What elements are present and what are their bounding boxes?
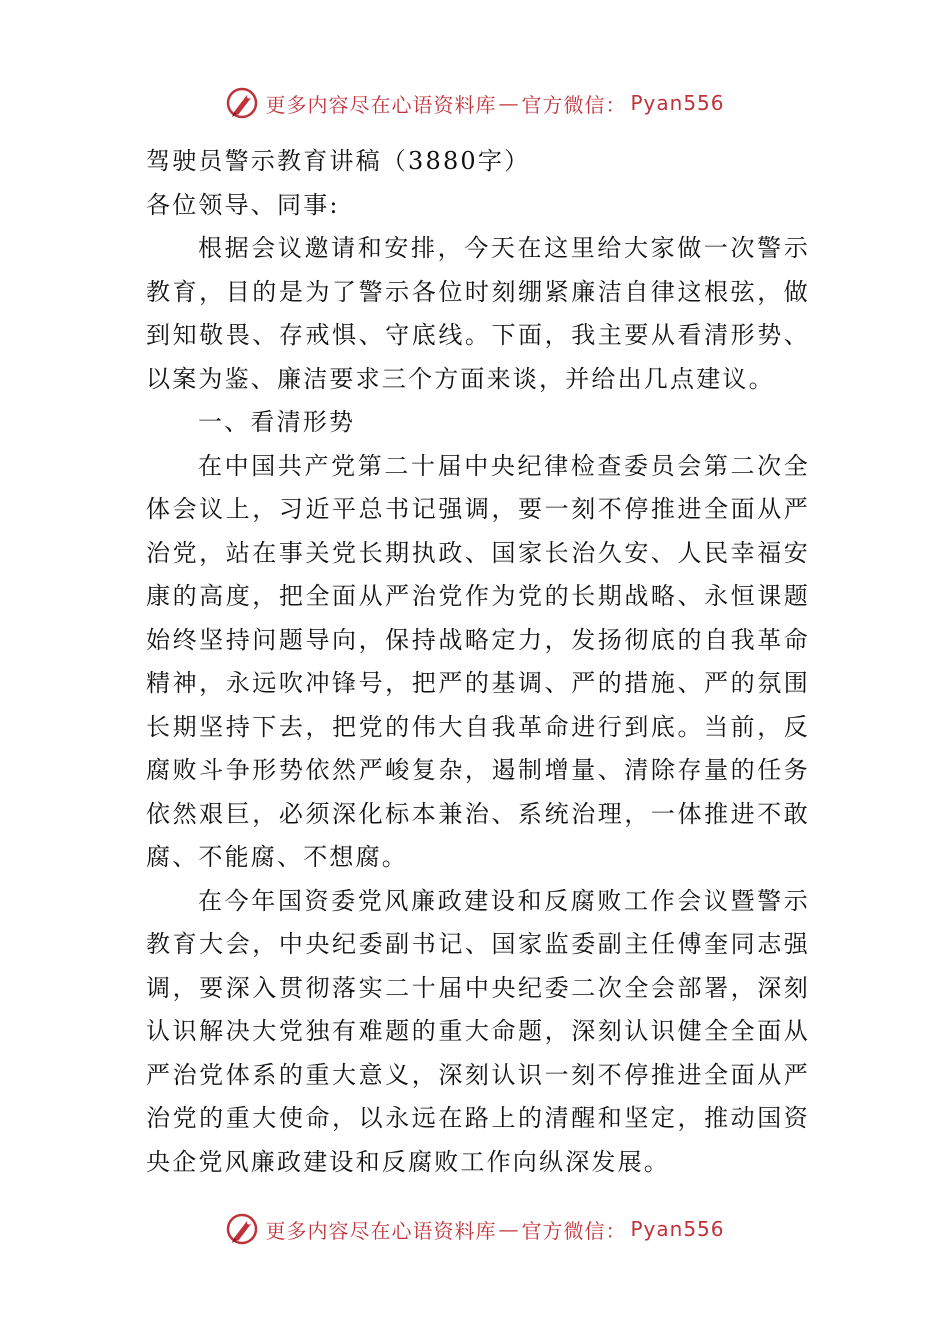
watermark-dash: — [498,91,520,115]
watermark-brand: 更多内容尽在心语资料库 [265,1218,497,1243]
paragraph-conference: 在今年国资委党风廉政建设和反腐败工作会议暨警示教育大会，中央纪委副书记、国家监委副主任傅奎同志强调，要深入贯彻落实二十届中央纪委二次全会部署，深刻认识解决大党独有难题的重大命题，深刻认识健全全面从严治党体系的重大意义，深刻认识一刻不停推进全面从严治党的重大使命，以永远在路上的清醒和坚定，推动国资央企党风廉政建设和反腐败工作向纵深发展。 [146,886,810,1176]
paragraph-intro: 根据会议邀请和安排，今天在这里给大家做一次警示教育，目的是为了警示各位时刻绷紧廉洁自律这根弦，做到知敬畏、存戒惧、守底线。下面，我主要从看清形势、以案为鉴、廉洁要求三个方面来谈，并给出几点建议。 [146,234,810,393]
footer-watermark [0,1209,950,1249]
salutation: 各位领导、同事: [146,190,340,219]
watermark-dash: — [498,1217,520,1241]
pen-logo-icon [225,1212,259,1246]
watermark-id: Pyan556 [630,1217,725,1241]
header-watermark [0,83,950,123]
watermark-label: 官方微信： [521,92,627,117]
watermark-label: 官方微信： [521,1218,627,1243]
watermark-brand: 更多内容尽在心语资料库 [265,92,497,117]
document-body [146,140,810,1184]
section-heading: 一、看清形势 [198,408,356,436]
pen-logo-icon [225,86,259,120]
watermark-id: Pyan556 [630,91,725,115]
paragraph-situation: 在中国共产党第二十届中央纪律检查委员会第二次全体会议上，习近平总书记强调，要一刻不停推进全面从严治党，站在事关党长期执政、国家长治久安、人民幸福安康的高度，把全面从严治党作为党的长期战略、永恒课题始终坚持问题导向，保持战略定力，发扬彻底的自我革命精神，永远吹冲锋号，把严的基调、严的措施、严的氛围长期坚持下去，把党的伟大自我革命进行到底。当前，反腐败斗争形势依然严峻复杂，遏制增量、清除存量的任务依然艰巨，必须深化标本兼治、系统治理，一体推进不敢腐、不能腐、不想腐。 [146,451,810,871]
document-title: 驾驶员警示教育讲稿（3880字） [146,147,531,175]
